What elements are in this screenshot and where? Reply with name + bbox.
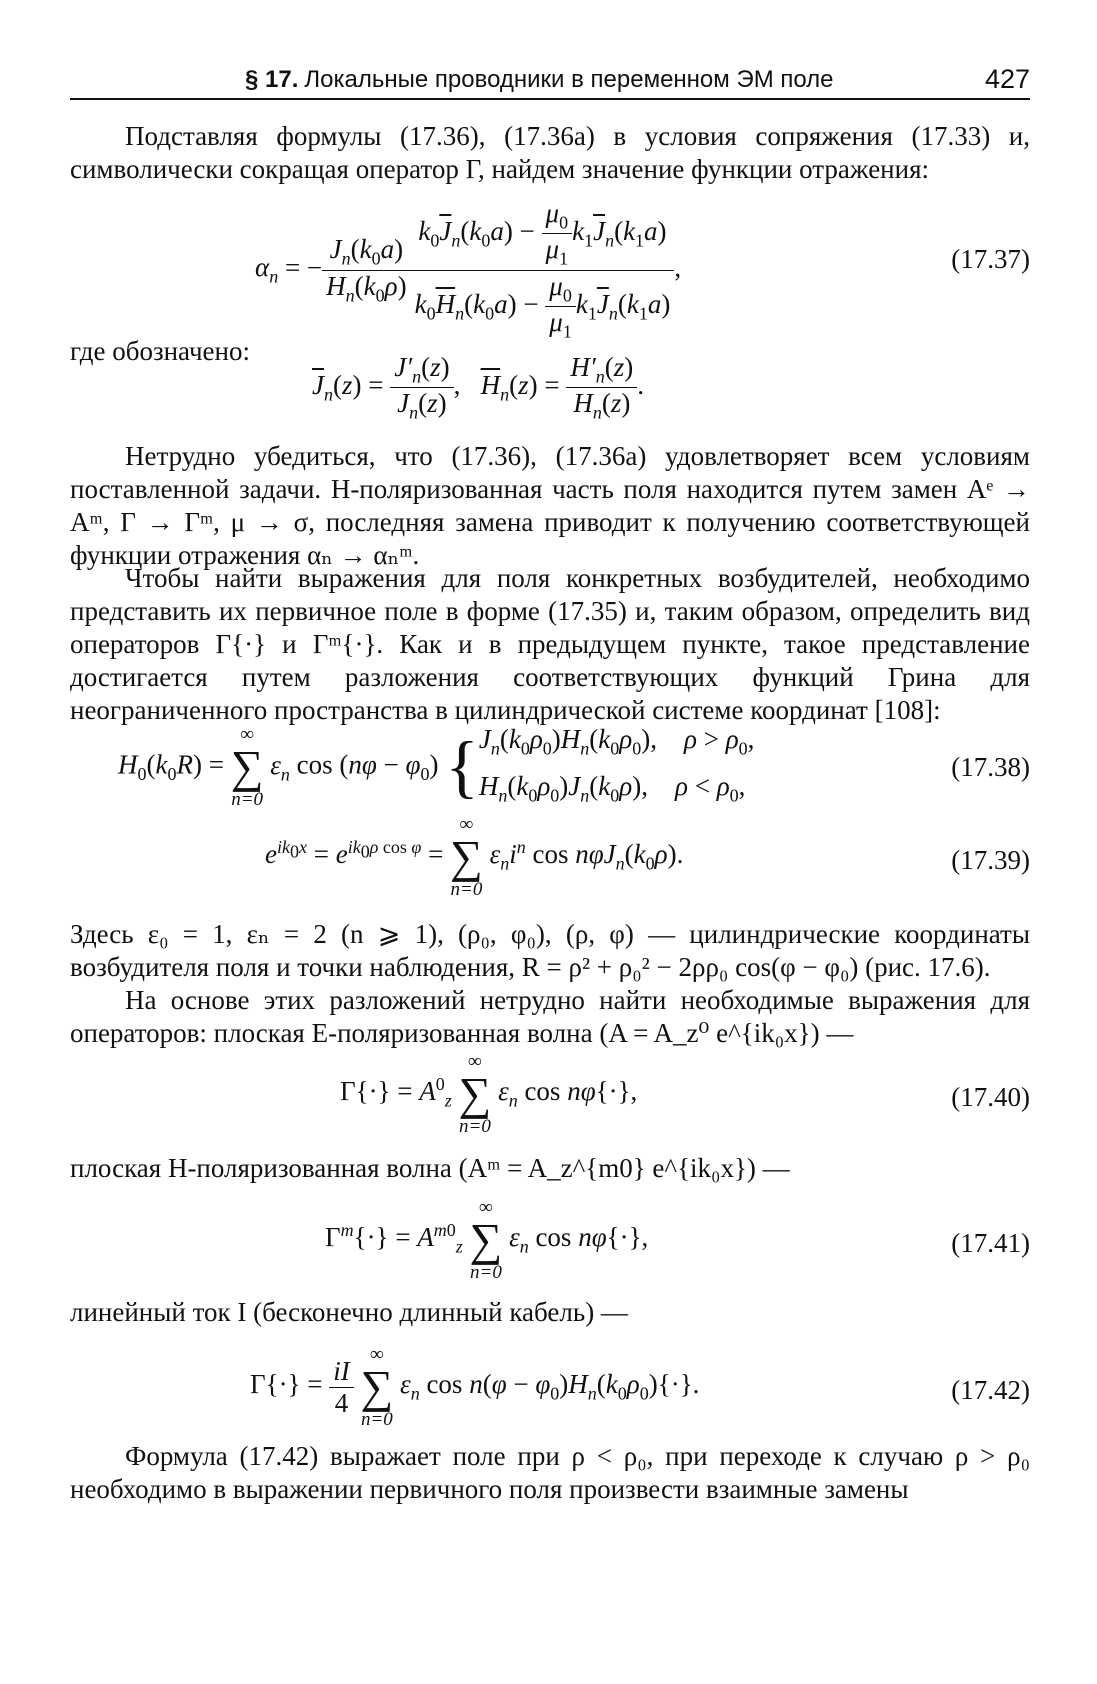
equation-number-17-37: (17.37) xyxy=(951,244,1030,274)
equation-number-17-38: (17.38) xyxy=(951,752,1030,782)
equation-17-41: $\Gamma^m\{\cdot\} = A^{m0}_z$ ∞ ∑ n=0 $\varepsilon_n$ cos nφ{·}, xyxy=(325,1197,649,1283)
paragraph-3: Нетрудно убедиться, что (17.36), (17.36а) удовлетворяет всем условиям поставленной задачи. H-поляризованная часть поля находится путем замен Aᵉ → Aᵐ, Γ → Γᵐ, μ → σ, последняя замена приводит к получению соответствующей функции отражения αₙ → αₙᵐ. xyxy=(70,441,1030,570)
equation-17-38: $H_0(k_0R)$ = ∞ ∑ n=0 $\varepsilon_n$ $\cos (n\varphi - \varphi_0)$ {$J_n(k_0\rho_0)H_n(k_0\rho_0)$, $\rho > \rho_0$, $H_n(k_0\rho_0)J_n(k_0\rho)$, $\rho < \rho_0$, xyxy=(118,724,755,811)
equation-17-40: $\Gamma\{\cdot\} = A^0_z$ ∞ ∑ n=0 $\varepsilon_n$ cos nφ{·}, xyxy=(340,1051,638,1137)
paragraph-2: где обозначено: xyxy=(70,336,250,366)
paragraph-1: Подставляя формулы (17.36), (17.36а) в условия сопряжения (17.33) и, символически сокращая оператор Γ, найдем значение функции отражения: xyxy=(70,121,1030,184)
page-number: 427 xyxy=(984,64,1030,94)
equation-17-37: $\alpha_n$ = − $\frac{J_n(k_0a)}{H_n(k_0\rho)}$ $k_0\overline{J}_n(k_0a)$ − $\frac{\mu_0}{\mu_1}$ $k_1\overline{J}_n(k_1a)$ $k_0\overline{H}_n(k_0a)$ − $\frac{\mu_0}{\mu_1}$ $k_1\overline{J}_n(k_1a)$ , xyxy=(255,198,682,342)
section-title: Локальные проводники в переменном ЭМ поле xyxy=(304,66,834,93)
paragraph-9: Формула (17.42) выражает поле при ρ < ρ₀, при переходе к случаю ρ > ρ₀ необходимо в выражении первичного поля произвести взаимные замены xyxy=(70,1441,1030,1504)
paragraph-4: Чтобы найти выражения для поля конкретных возбудителей, необходимо представить их первичное поле в форме (17.35) и, таким образом, определить вид операторов Γ{·} и Γᵐ{·}. Как и в предыдущем пункте, такое представление достигается путем разложения соответствующих функций Грина для неограниченного пространства в цилиндрической системе координат [108]: xyxy=(70,563,1030,725)
equation-number-17-41: (17.41) xyxy=(951,1228,1030,1258)
paragraph-5: Здесь ε₀ = 1, εₙ = 2 (n ⩾ 1), (ρ₀, φ₀), (ρ, φ) — цилиндрические координаты возбудителя поля и точки наблюдения, R = ρ² + ρ₀² − 2ρρ₀ cos(φ − φ₀) (рис. 17.6). xyxy=(70,919,1030,982)
equation-17-39: $e^{ik_0x} = e^{ik_0\rho cos \varphi}$ = ∞ ∑ n=0 $\varepsilon_ni^n$ $\cos n\varphi J_n(k_0\rho)$. xyxy=(265,814,684,900)
equation-number-17-39: (17.39) xyxy=(951,845,1030,875)
equation-definitions: $\overline{J}_n(z)$ = $\frac{J'_n(z)}{J_n(z)}$ , $\overline{H}_n(z)$ = $\frac{H'_n(z)}{H_n(z)}$ . xyxy=(312,352,645,423)
running-header xyxy=(70,62,1030,100)
equation-number-17-42: (17.42) xyxy=(951,1375,1030,1405)
header-title xyxy=(245,66,834,94)
equation-17-42: Γ{·} = $\frac{iI}{4}$ ∞ ∑ n=0 $\varepsilon_n$ $\cos n(\varphi - \varphi_0)H_n(k_0\rho_0)\{\cdot\}$. xyxy=(250,1344,700,1430)
paragraph-6: На основе этих разложений нетрудно найти необходимые выражения для операторов: плоская E-поляризованная волна (A = A_z⁰ e^{ik₀x}) — xyxy=(70,985,1030,1048)
paragraph-8: линейный ток I (бесконечно длинный кабель) — xyxy=(70,1297,628,1327)
equation-number-17-40: (17.40) xyxy=(951,1082,1030,1112)
section-number: § 17. xyxy=(245,66,299,93)
paragraph-7: плоская H-поляризованная волна (Aᵐ = A_z^{m0} e^{ik₀x}) — xyxy=(70,1153,790,1183)
